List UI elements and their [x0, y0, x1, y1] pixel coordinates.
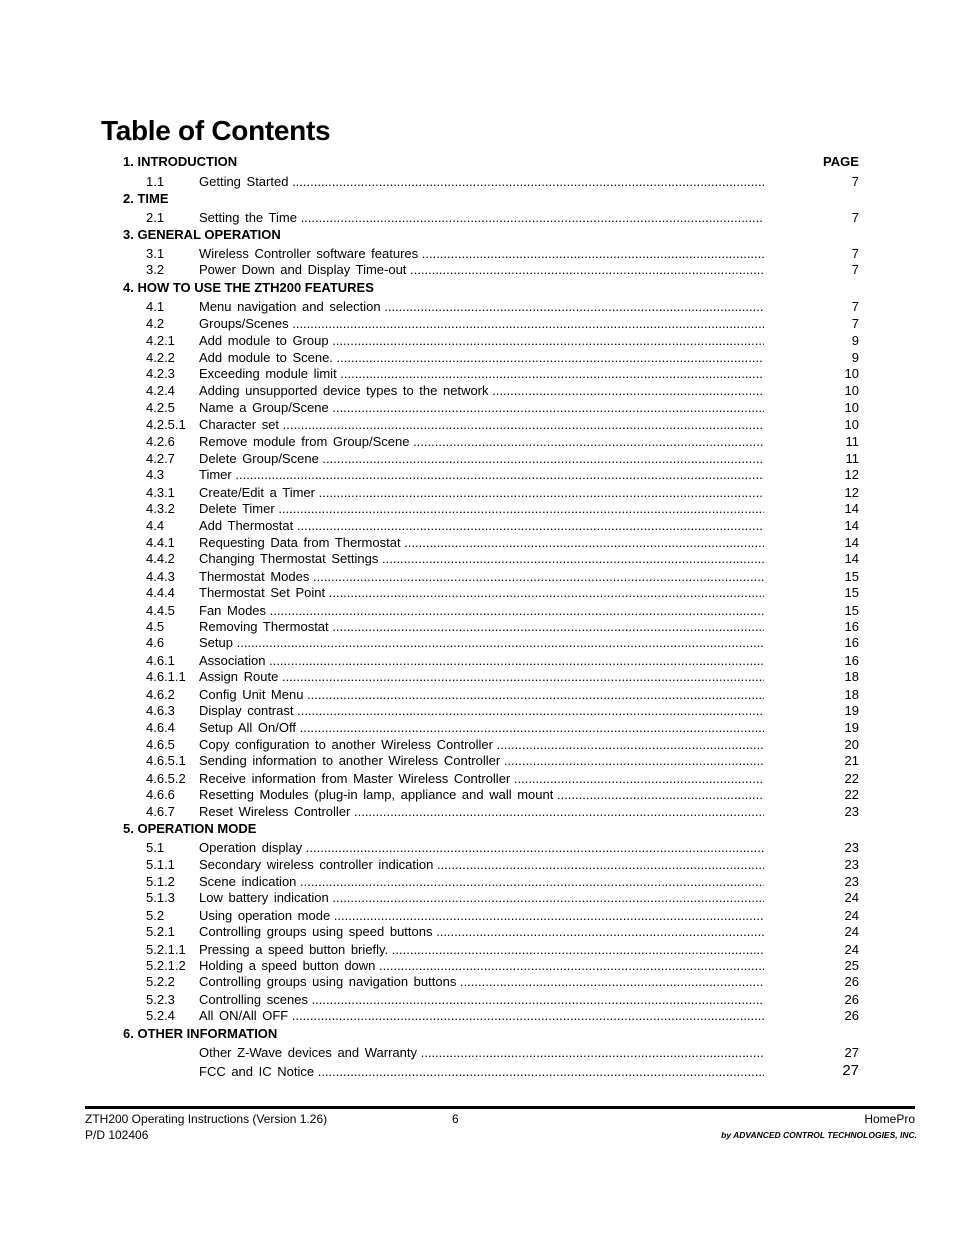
toc-entry[interactable]	[0, 246, 954, 263]
entry-label: Create/Edit a Timer .....	[199, 485, 764, 500]
entry-label: Menu navigation and selection .....	[199, 299, 764, 314]
toc-entry[interactable]	[0, 262, 954, 279]
entry-label: Pressing a speed button briefly. .....	[199, 942, 764, 957]
entry-page: 26	[844, 1008, 859, 1023]
toc-entry[interactable]	[0, 958, 954, 975]
section-heading: 4. HOW TO USE THE ZTH200 FEATURES	[123, 280, 374, 295]
entry-page: 21	[844, 753, 859, 768]
entry-number: 3.1	[146, 246, 165, 261]
entry-label: Delete Group/Scene .....	[199, 451, 764, 466]
entry-number: 4.6.4	[146, 720, 175, 735]
entry-page: 11	[845, 434, 859, 449]
entry-number: 5.1.3	[146, 890, 175, 905]
toc-entry[interactable]	[0, 316, 954, 333]
entry-label: Controlling groups using navigation buttons .....	[199, 974, 764, 989]
entry-number: 4.3	[146, 467, 165, 482]
entry-number: 5.1.1	[146, 857, 175, 872]
entry-page: 16	[844, 635, 859, 650]
entry-label: Reset Wireless Controller .....	[199, 804, 764, 819]
entry-label: All ON/All OFF .....	[199, 1008, 764, 1023]
entry-number: 4.6.5.1	[146, 753, 186, 768]
toc-entry[interactable]	[0, 569, 954, 586]
entry-page: 7	[851, 299, 859, 314]
entry-page: 14	[844, 518, 859, 533]
entry-page: 15	[844, 569, 859, 584]
entry-label: Fan Modes .....	[199, 603, 764, 618]
entry-number: 4.6.6	[146, 787, 175, 802]
entry-page: 20	[844, 737, 859, 752]
toc-entry[interactable]	[0, 400, 954, 417]
toc-entry[interactable]	[0, 942, 954, 959]
entry-label: Timer .....	[199, 467, 764, 482]
entry-number: 4.2.4	[146, 383, 175, 398]
entry-page: 10	[844, 383, 859, 398]
entry-label: Groups/Scenes .....	[199, 316, 764, 331]
toc-entry[interactable]	[0, 451, 954, 468]
page-column-header: PAGE	[823, 154, 859, 169]
entry-label: Changing Thermostat Settings .....	[199, 551, 764, 566]
entry-page: 22	[844, 787, 859, 802]
entry-label: Operation display .....	[199, 840, 764, 855]
entry-label: Name a Group/Scene .....	[199, 400, 764, 415]
toc-entry[interactable]	[0, 840, 954, 857]
entry-page: 25	[844, 958, 859, 973]
entry-label: Resetting Modules (plug-in lamp, appliance and wall mount .....	[199, 787, 764, 802]
toc-entry[interactable]	[0, 501, 954, 518]
footer-divider	[85, 1106, 915, 1109]
entry-page: 26	[844, 992, 859, 1007]
entry-label: Setup All On/Off .....	[199, 720, 764, 735]
toc-entry[interactable]	[0, 210, 954, 227]
toc-entry[interactable]	[0, 653, 954, 670]
entry-page: 24	[844, 908, 859, 923]
entry-label: Holding a speed button down .....	[199, 958, 764, 973]
toc-entry[interactable]	[0, 299, 954, 316]
entry-page: 14	[844, 551, 859, 566]
entry-page: 7	[851, 316, 859, 331]
entry-number: 4.6.5.2	[146, 771, 186, 786]
entry-label: Add module to Group .....	[199, 333, 764, 348]
section-heading: 3. GENERAL OPERATION	[123, 227, 281, 242]
toc-entry[interactable]	[0, 585, 954, 602]
entry-page: 27	[842, 1062, 859, 1079]
entry-page: 24	[844, 890, 859, 905]
entry-label: Setting the Time .....	[199, 210, 764, 225]
toc-entry[interactable]	[0, 804, 954, 821]
footer-page-number: 6	[452, 1112, 459, 1126]
entry-label: Wireless Controller software features .....	[199, 246, 764, 261]
entry-number: 4.2.5	[146, 400, 175, 415]
entry-page: 16	[844, 653, 859, 668]
entry-number: 5.2.1.2	[146, 958, 186, 973]
toc-entry[interactable]	[0, 720, 954, 737]
toc-entry[interactable]	[0, 366, 954, 383]
toc-entry[interactable]	[0, 1045, 954, 1062]
entry-number: 4.2.5.1	[146, 417, 186, 432]
toc-entry[interactable]	[0, 518, 954, 535]
toc-entry[interactable]	[0, 551, 954, 568]
entry-page: 24	[844, 942, 859, 957]
entry-number: 4.2.6	[146, 434, 175, 449]
toc-entry[interactable]	[0, 535, 954, 552]
footer-part-number: P/D 102406	[85, 1128, 149, 1142]
entry-label: Low battery indication .....	[199, 890, 764, 905]
entry-label: Remove module from Group/Scene .....	[199, 434, 764, 449]
entry-page: 23	[844, 857, 859, 872]
entry-label: Character set .....	[199, 417, 764, 432]
entry-number: 4.4.5	[146, 603, 175, 618]
entry-label: Adding unsupported device types to the network .....	[199, 383, 764, 398]
entry-page: 7	[851, 262, 859, 277]
entry-page: 23	[844, 874, 859, 889]
entry-number: 5.1	[146, 840, 165, 855]
entry-label: Requesting Data from Thermostat .....	[199, 535, 764, 550]
entry-label: Secondary wireless controller indication .....	[199, 857, 764, 872]
entry-number: 4.3.1	[146, 485, 175, 500]
entry-page: 18	[844, 687, 859, 702]
entry-label: Delete Timer .....	[199, 501, 764, 516]
entry-page: 19	[844, 720, 859, 735]
entry-label: Controlling groups using speed buttons .....	[199, 924, 764, 939]
entry-number: 4.6.1	[146, 653, 175, 668]
entry-number: 3.2	[146, 262, 165, 277]
toc-entry[interactable]	[0, 333, 954, 350]
entry-page: 11	[845, 451, 859, 466]
section-heading: 1. INTRODUCTION	[123, 154, 238, 169]
entry-label: Config Unit Menu .....	[199, 687, 764, 702]
entry-number: 4.6.7	[146, 804, 175, 819]
entry-page: 15	[844, 603, 859, 618]
entry-number: 4.2.7	[146, 451, 175, 466]
entry-label: Thermostat Set Point .....	[199, 585, 764, 600]
entry-page: 14	[844, 501, 859, 516]
section-heading: 5. OPERATION MODE	[123, 821, 257, 836]
entry-number: 5.2	[146, 908, 165, 923]
entry-number: 2.1	[146, 210, 165, 225]
toc-entry[interactable]	[0, 383, 954, 400]
toc-entry[interactable]	[0, 174, 954, 191]
toc-entry[interactable]	[0, 619, 954, 636]
entry-label: Add Thermostat .....	[199, 518, 764, 533]
entry-number: 5.2.2	[146, 974, 175, 989]
entry-number: 4.2.1	[146, 333, 175, 348]
entry-number: 5.2.1.1	[146, 942, 186, 957]
entry-page: 22	[844, 771, 859, 786]
entry-page: 12	[844, 467, 859, 482]
entry-label: Receive information from Master Wireless Controller .....	[199, 771, 764, 786]
toc-entry[interactable]	[0, 992, 954, 1009]
entry-number: 4.4.2	[146, 551, 175, 566]
entry-number: 4.1	[146, 299, 165, 314]
entry-number: 4.2.2	[146, 350, 175, 365]
entry-number: 5.2.3	[146, 992, 175, 1007]
entry-page: 7	[851, 174, 859, 189]
entry-page: 14	[844, 535, 859, 550]
toc-entry[interactable]	[0, 737, 954, 754]
footer-doc-title: ZTH200 Operating Instructions (Version 1.26)	[85, 1112, 328, 1126]
toc-entry[interactable]	[0, 753, 954, 770]
entry-label: Display contrast .....	[199, 703, 764, 718]
entry-number: 4.2	[146, 316, 165, 331]
entry-label: Thermostat Modes .....	[199, 569, 764, 584]
entry-number: 4.6.5	[146, 737, 175, 752]
entry-page: 16	[844, 619, 859, 634]
entry-number: 4.4.4	[146, 585, 175, 600]
toc-entry[interactable]	[0, 669, 954, 686]
toc-entry[interactable]	[0, 974, 954, 991]
entry-page: 15	[844, 585, 859, 600]
entry-page: 9	[851, 350, 859, 365]
toc-entry[interactable]	[0, 467, 954, 484]
entry-number: 1.1	[146, 174, 165, 189]
toc-entry[interactable]	[0, 1008, 954, 1025]
toc-entry[interactable]	[0, 908, 954, 925]
toc-entry[interactable]	[0, 434, 954, 451]
entry-label: Scene indication .....	[199, 874, 764, 889]
entry-number: 4.6	[146, 635, 165, 650]
entry-number: 4.6.3	[146, 703, 175, 718]
entry-page: 9	[851, 333, 859, 348]
entry-label: Exceeding module limit .....	[199, 366, 764, 381]
entry-page: 23	[844, 804, 859, 819]
entry-label: Setup .....	[199, 635, 764, 650]
entry-page: 10	[844, 417, 859, 432]
toc-entry[interactable]	[0, 771, 954, 788]
entry-number: 4.4.3	[146, 569, 175, 584]
section-heading: 6. OTHER INFORMATION	[123, 1026, 278, 1041]
entry-label: Sending information to another Wireless Controller .....	[199, 753, 764, 768]
toc-entry[interactable]	[0, 635, 954, 652]
footer-brand: HomePro	[864, 1112, 915, 1126]
entry-label: Association .....	[199, 653, 764, 668]
entry-page: 27	[844, 1045, 859, 1060]
toc-entry[interactable]	[0, 890, 954, 907]
entry-number: 4.6.1.1	[146, 669, 186, 684]
entry-number: 4.4.1	[146, 535, 175, 550]
section-heading: 2. TIME	[123, 191, 169, 206]
footer-tagline: by ADVANCED CONTROL TECHNOLOGIES, INC.	[721, 1130, 917, 1140]
entry-label: Other Z-Wave devices and Warranty .....	[199, 1045, 764, 1060]
entry-number: 4.4	[146, 518, 165, 533]
toc-entry[interactable]	[0, 687, 954, 704]
entry-number: 4.6.2	[146, 687, 175, 702]
entry-label: Removing Thermostat .....	[199, 619, 764, 634]
entry-number: 4.3.2	[146, 501, 175, 516]
toc-entry[interactable]	[0, 603, 954, 620]
toc-entry[interactable]	[0, 485, 954, 502]
entry-label: Assign Route .....	[199, 669, 764, 684]
entry-label: Getting Started .....	[199, 174, 764, 189]
entry-page: 19	[844, 703, 859, 718]
entry-page: 10	[844, 400, 859, 415]
entry-number: 5.2.1	[146, 924, 175, 939]
toc-entry[interactable]	[0, 787, 954, 804]
entry-page: 7	[851, 246, 859, 261]
page-title: Table of Contents	[101, 115, 331, 146]
entry-page: 18	[844, 669, 859, 684]
toc-entry[interactable]	[0, 924, 954, 941]
entry-label: Copy configuration to another Wireless Controller .....	[199, 737, 764, 752]
toc-entry[interactable]	[0, 417, 954, 434]
entry-number: 5.2.4	[146, 1008, 175, 1023]
entry-page: 24	[844, 924, 859, 939]
toc-entry[interactable]	[0, 857, 954, 874]
entry-label: Add module to Scene. .....	[199, 350, 764, 365]
entry-label: Using operation mode .....	[199, 908, 764, 923]
entry-page: 10	[844, 366, 859, 381]
entry-page: 7	[851, 210, 859, 225]
entry-page: 12	[844, 485, 859, 500]
entry-label: Power Down and Display Time-out .....	[199, 262, 764, 277]
entry-number: 5.1.2	[146, 874, 175, 889]
entry-label: Controlling scenes .....	[199, 992, 764, 1007]
toc-entry[interactable]	[0, 1064, 954, 1081]
entry-number: 4.2.3	[146, 366, 175, 381]
entry-page: 26	[844, 974, 859, 989]
entry-number: 4.5	[146, 619, 165, 634]
entry-label: FCC and IC Notice .....	[199, 1064, 764, 1079]
entry-page: 23	[844, 840, 859, 855]
toc-entry[interactable]	[0, 874, 954, 891]
toc-entry[interactable]	[0, 703, 954, 720]
toc-entry[interactable]	[0, 350, 954, 367]
